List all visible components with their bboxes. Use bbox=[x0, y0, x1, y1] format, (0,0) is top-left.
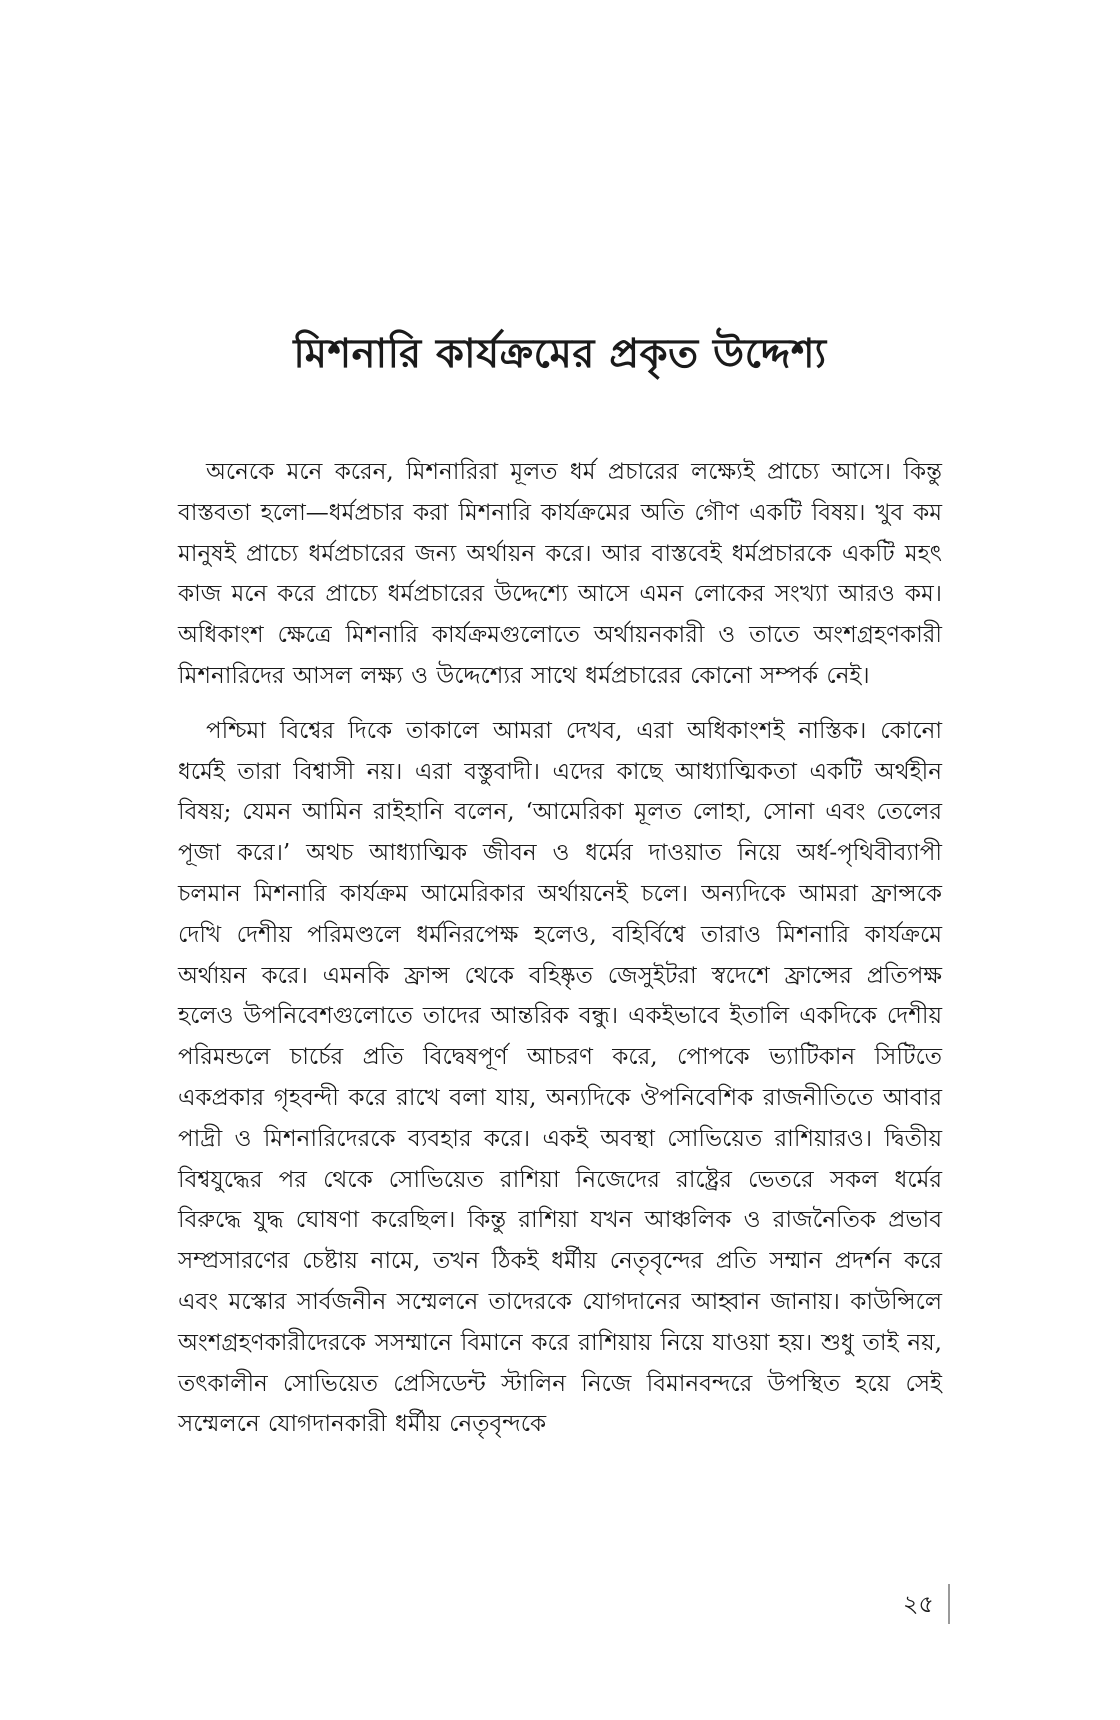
body-text bbox=[178, 452, 942, 1459]
page-footer bbox=[903, 1584, 950, 1624]
folio-divider bbox=[948, 1584, 950, 1624]
page-number: ২৫ bbox=[902, 1590, 934, 1618]
paragraph-2: পশ্চিমা বিশ্বের দিকে তাকালে আমরা দেখব, এরা অধিকাংশই নাস্তিক। কোনো ধর্মেই তারা বিশ্বাসী নয়। এরা বস্তুবাদী। এদের কাছে আধ্যাত্মিকতা একটি অর্থহীন বিষয়; যেমন আমিন রাইহানি বলেন, ‘আমেরিকা মূলত লোহা, সোনা এবং তেলের পূজা করে।’ অথচ আধ্যাত্মিক জীবন ও ধর্মের দাওয়াত নিয়ে অর্ধ-পৃথিবীব্যাপী চলমান মিশনারি কার্যক্রম আমেরিকার অর্থায়নেই চলে। অন্যদিকে আমরা ফ্রান্সকে দেখি দেশীয় পরিমণ্ডলে ধর্মনিরপেক্ষ হলেও, বহির্বিশ্বে তারাও মিশনারি কার্যক্রমে অর্থায়ন করে। এমনকি ফ্রান্স থেকে বহিষ্কৃত জেসুইটরা স্বদেশে ফ্রান্সের প্রতিপক্ষ হলেও উপনিবেশগুলোতে তাদের আন্তরিক বন্ধু। একইভাবে ইতালি একদিকে দেশীয় পরিমন্ডলে চার্চের প্রতি বিদ্বেষপূর্ণ আচরণ করে, পোপকে ভ্যাটিকান সিটিতে একপ্রকার গৃহবন্দী করে রাখে বলা যায়, অন্যদিকে ঔপনিবেশিক রাজনীতিতে আবার পাদ্রী ও মিশনারিদেরকে ব্যবহার করে। একই অবস্থা সোভিয়েত রাশিয়ারও। দ্বিতীয় বিশ্বযুদ্ধের পর থেকে সোভিয়েত রাশিয়া নিজেদের রাষ্ট্রের ভেতরে সকল ধর্মের বিরুদ্ধে যুদ্ধ ঘোষণা করেছিল। কিন্তু রাশিয়া যখন আঞ্চলিক ও রাজনৈতিক প্রভাব সম্প্রসারণের চেষ্টায় নামে, তখন ঠিকই ধর্মীয় নেতৃবৃন্দের প্রতি সম্মান প্রদর্শন করে এবং মস্কোর সার্বজনীন সম্মেলনে তাদেরকে যোগদানের আহ্বান জানায়। কাউন্সিলে অংশগ্রহণকারীদেরকে সসম্মানে বিমানে করে রাশিয়ায় নিয়ে যাওয়া হয়। শুধু তাই নয়, তৎকালীন সোভিয়েত প্রেসিডেন্ট স্টালিন নিজে বিমানবন্দরে উপস্থিত হয়ে সেই সম্মেলনে যোগদানকারী ধর্মীয় নেতৃবৃন্দকে bbox=[178, 717, 942, 1438]
chapter-title: মিশনারি কার্যক্রমের প্রকৃত উদ্দেশ্য bbox=[293, 331, 827, 377]
paragraph-1: অনেকে মনে করেন, মিশনারিরা মূলত ধর্ম প্রচারের লক্ষ্যেই প্রাচ্যে আসে। কিন্তু বাস্তবতা হলো—ধর্মপ্রচার করা মিশনারি কার্যক্রমের অতি গৌণ একটি বিষয়। খুব কম মানুষই প্রাচ্যে ধর্মপ্রচারের জন্য অর্থায়ন করে। আর বাস্তবেই ধর্মপ্রচারকে একটি মহৎ কাজ মনে করে প্রাচ্যে ধর্মপ্রচারের উদ্দেশ্যে আসে এমন লোকের সংখ্যা আরও কম। অধিকাংশ ক্ষেত্রে মিশনারি কার্যক্রমগুলোতে অর্থায়নকারী ও তাতে অংশগ্রহণকারী মিশনারিদের আসল লক্ষ্য ও উদ্দেশ্যের সাথে ধর্মপ্রচারের কোনো সম্পর্ক নেই। bbox=[178, 459, 942, 689]
